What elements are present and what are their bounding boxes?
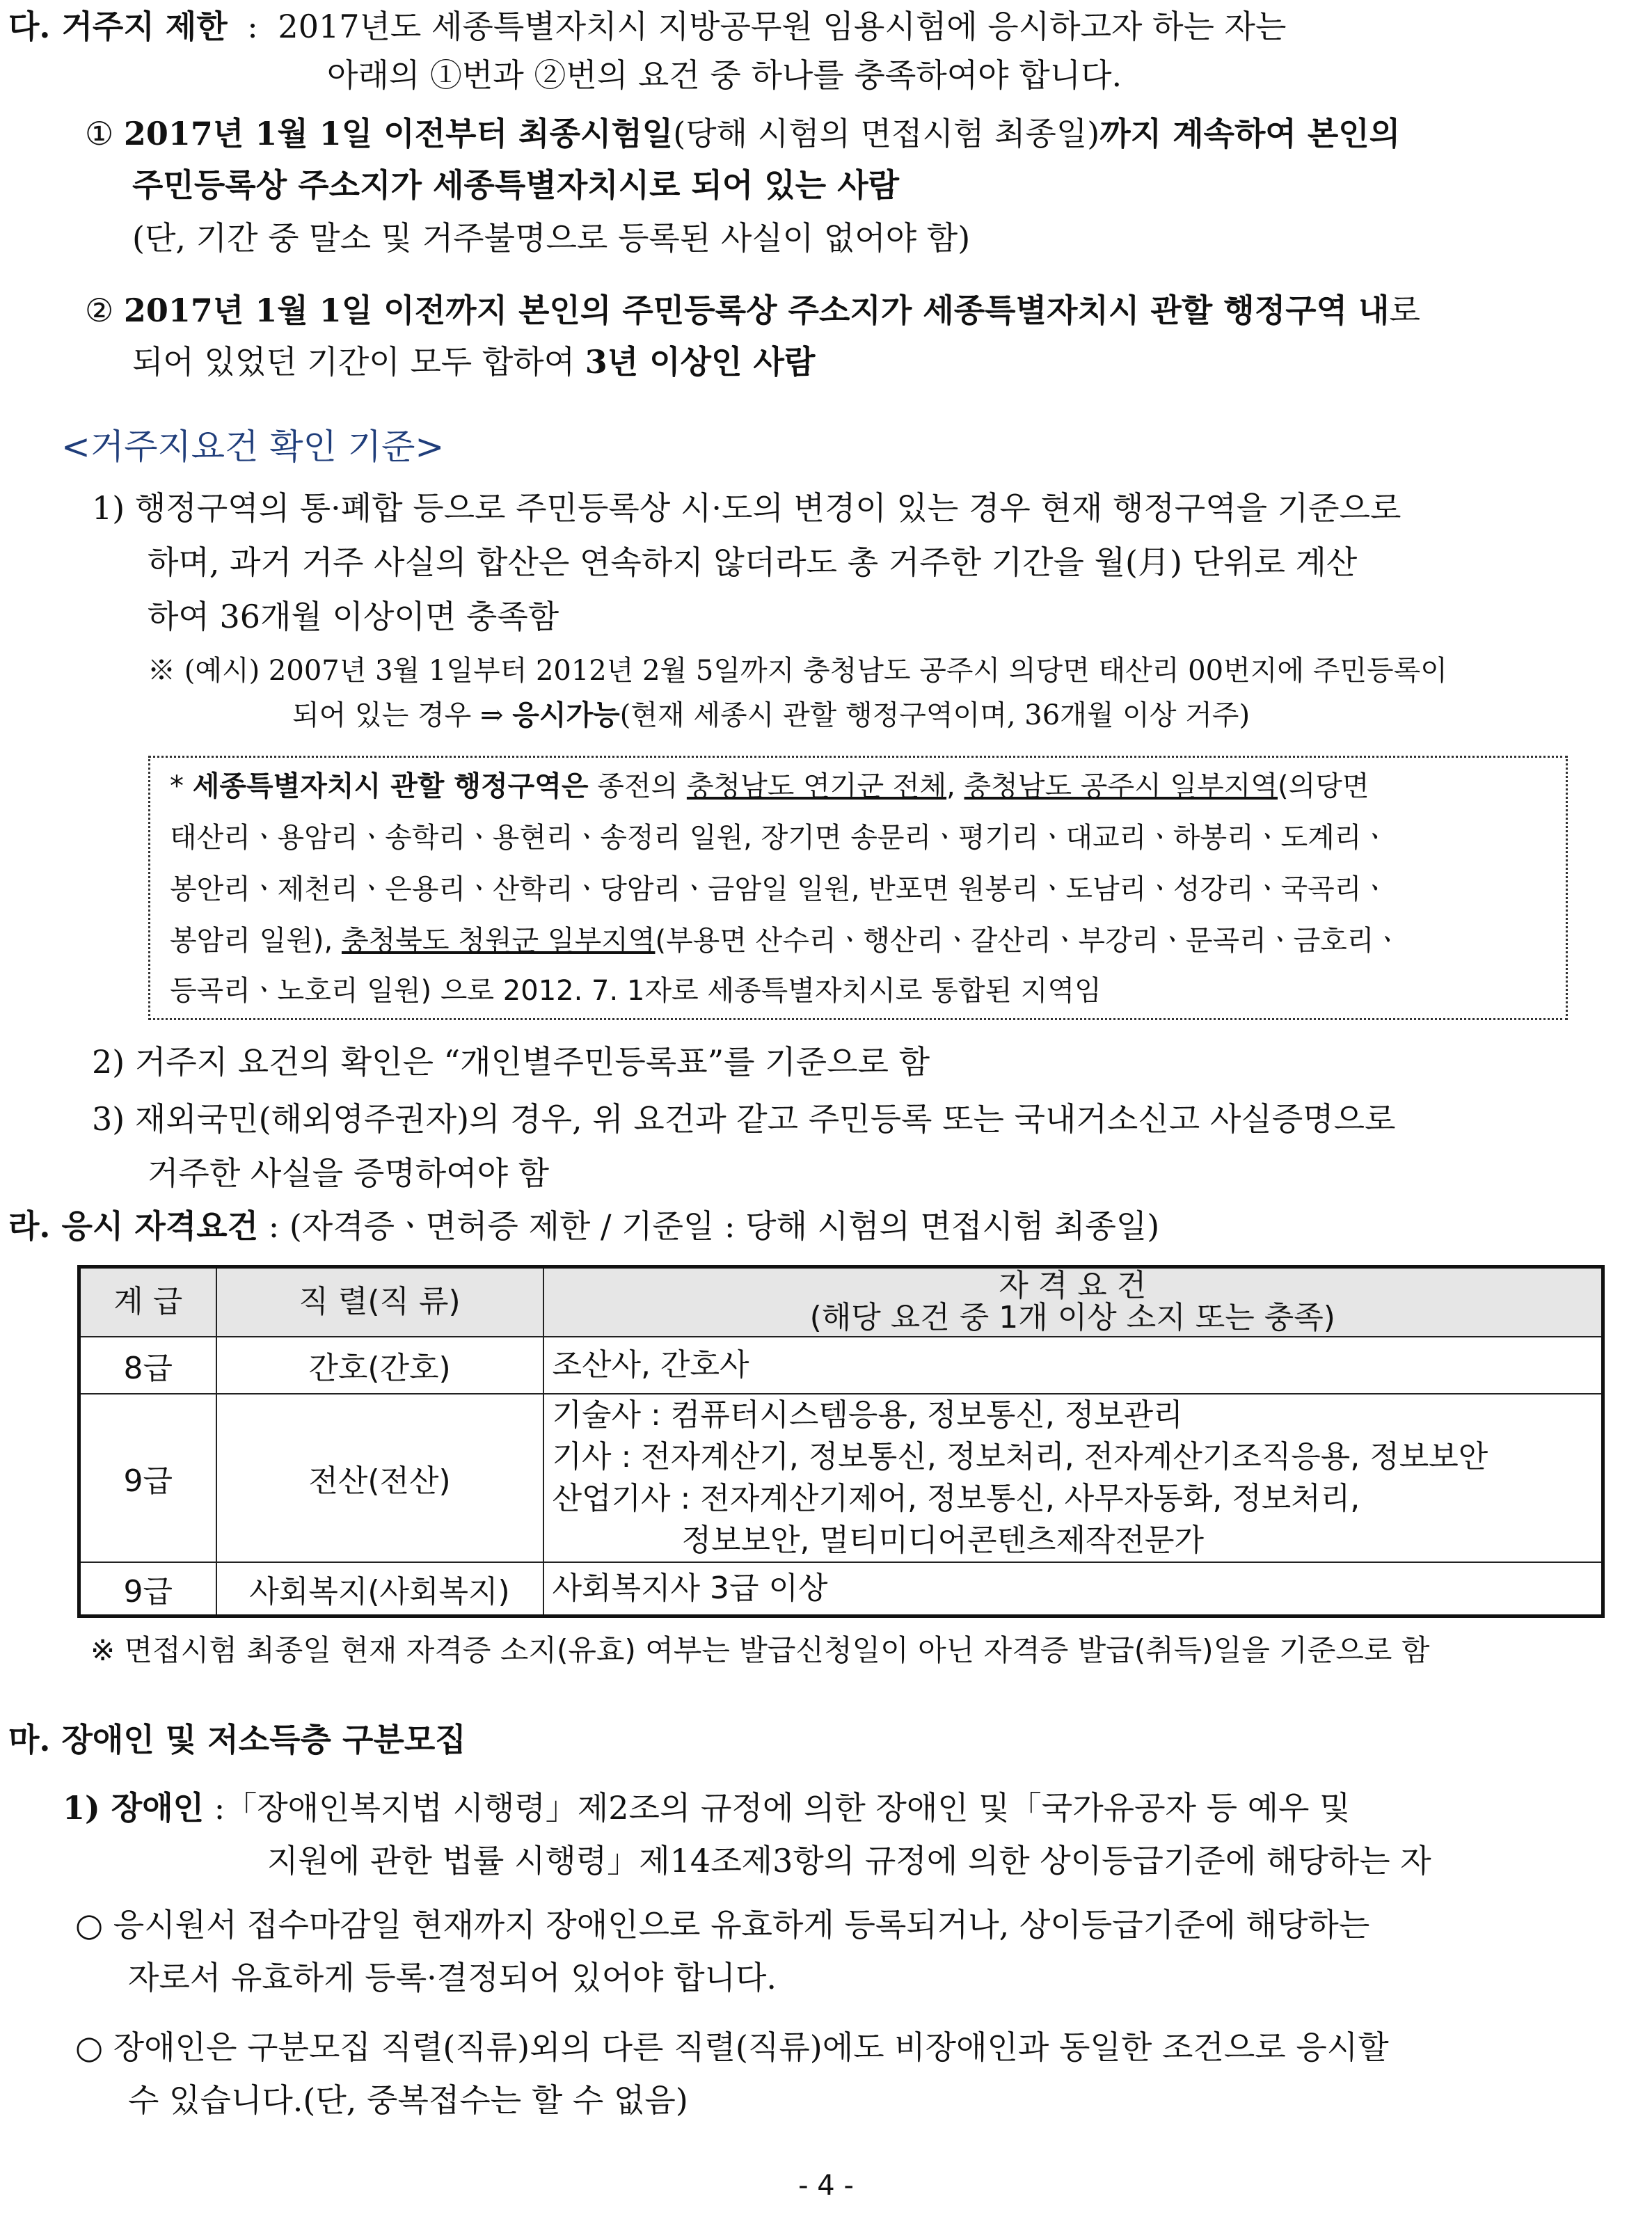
- header-series: 직 렬(직 류): [216, 1267, 543, 1337]
- qualification-table: [77, 1265, 1605, 1618]
- administrative-area-note-box: [148, 756, 1568, 1020]
- cell-requirement: 조산사, 간호사: [543, 1337, 1603, 1394]
- note-line4: 봉암리 일원), 충청북도 청원군 일부지역(부용면 산수리ㆍ행산리ㆍ갈산리ㆍ부강리ㆍ문곡리ㆍ금호리ㆍ: [170, 925, 1401, 957]
- section-da-item2-line1: ② 2017년 1월 1일 이전까지 본인의 주민등록상 주소지가 세종특별자치시 관할 행정구역 내로: [85, 292, 1420, 329]
- criteria-item3-line1: 3) 재외국민(해외영주권자)의 경우, 위 요건과 같고 주민등록 또는 국내거소신고 사실증명으로: [92, 1100, 1396, 1138]
- section-ma-item1-line1: 1) 장애인 :「장애인복지법 시행령」제2조의 규정에 의한 장애인 및「국가유공자 등 예우 및: [63, 1789, 1351, 1827]
- section-ra-heading: 라. 응시 자격요건: [8, 1207, 259, 1245]
- cell-grade: 8급: [79, 1337, 216, 1394]
- note-line3: 봉안리ㆍ제천리ㆍ은용리ㆍ산학리ㆍ당암리ㆍ금암일 일원, 반포면 원봉리ㆍ도남리ㆍ성강리ㆍ국곡리ㆍ: [170, 873, 1389, 905]
- cell-series: 사회복지(사회복지): [216, 1562, 543, 1616]
- section-da-text1: 2017년도 세종특별자치시 지방공무원 임용시험에 응시하고자 하는 자는: [278, 8, 1287, 45]
- cell-requirement: 기술사 : 컴퓨터시스템응용, 정보통신, 정보관리 기사 : 전자계산기, 정보통신, 정보처리, 전자계산기조직응용, 정보보안 산업기사 : 전자계산기제어, 정보통신, 사무자동화, 정보처리, 정보보안, 멀티미디어콘텐츠제작전문가: [543, 1394, 1603, 1562]
- table-header-row: [79, 1267, 1603, 1337]
- section-ma-bullet2-line1: ○ 장애인은 구분모집 직렬(직류)외의 다른 직렬(직류)에도 비장애인과 동일한 조건으로 응시할: [75, 2028, 1389, 2066]
- cell-requirement: 사회복지사 3급 이상: [543, 1562, 1603, 1616]
- cell-series: 간호(간호): [216, 1337, 543, 1394]
- cell-series: 전산(전산): [216, 1394, 543, 1562]
- section-da-item2-line2: 되어 있었던 기간이 모두 합하여 3년 이상인 사람: [132, 343, 816, 381]
- section-ma-bullet2-line2: 수 있습니다.(단, 중복접수는 할 수 없음): [128, 2081, 688, 2119]
- table-row: [79, 1394, 1603, 1562]
- section-da-item1-line1: ① 2017년 1월 1일 이전부터 최종시험일(당해 시험의 면접시험 최종일)까지 계속하여 본인의: [85, 115, 1401, 152]
- section-da-heading: 다. 거주지 제한: [8, 8, 228, 45]
- criteria-item2: 2) 거주지 요건의 확인은 “개인별주민등록표”를 기준으로 함: [92, 1043, 930, 1081]
- note-line1: * 세종특별자치시 관할 행정구역은 종전의 충청남도 연기군 전체, 충청남도 공주시 일부지역(의당면: [170, 770, 1369, 802]
- criteria-item1-line2: 하며, 과거 거주 사실의 합산은 연속하지 않더라도 총 거주한 기간을 월(月) 단위로 계산: [148, 543, 1358, 581]
- criteria-item3-line2: 거주한 사실을 증명하여야 함: [148, 1154, 550, 1192]
- note-line5: 등곡리ㆍ노호리 일원) 으로 2012. 7. 1자로 세종특별자치시로 통합된 지역임: [170, 975, 1102, 1007]
- section-da-item1-line2: 주민등록상 주소지가 세종특별자치시로 되어 있는 사람: [132, 166, 900, 204]
- cell-grade: 9급: [79, 1394, 216, 1562]
- table-row: [79, 1562, 1603, 1616]
- criteria-heading: <거주지요건 확인 기준>: [61, 427, 445, 467]
- section-ra-heading-line: 라. 응시 자격요건 : (자격증ㆍ면허증 제한 / 기준일 : 당해 시험의 면접시험 최종일): [8, 1207, 1160, 1245]
- section-da-line1: 다. 거주지 제한 : 2017년도 세종특별자치시 지방공무원 임용시험에 응시하고자 하는 자는: [8, 8, 1287, 45]
- section-da-item1-line3: (단, 기간 중 말소 및 거주불명으로 등록된 사실이 없어야 함): [132, 219, 971, 257]
- section-ma-item1-line2: 지원에 관한 법률 시행령」제14조제3항의 규정에 의한 상이등급기준에 해당하는 자: [267, 1842, 1431, 1880]
- section-ma-bullet1-line1: ○ 응시원서 접수마감일 현재까지 장애인으로 유효하게 등록되거나, 상이등급기준에 해당하는: [75, 1906, 1370, 1944]
- criteria-item1-line3: 하여 36개월 이상이면 충족함: [148, 598, 559, 635]
- section-ma-heading: 마. 장애인 및 저소득층 구분모집: [8, 1721, 466, 1758]
- section-da-text2: 아래의 ①번과 ②번의 요건 중 하나를 충족하여야 합니다.: [327, 56, 1122, 94]
- page-number: - 4 -: [798, 2170, 854, 2202]
- header-grade: 계 급: [79, 1267, 216, 1337]
- header-requirement: 자 격 요 건 (해당 요건 중 1개 이상 소지 또는 충족): [543, 1267, 1603, 1337]
- cell-grade: 9급: [79, 1562, 216, 1616]
- note-line2: 태산리ㆍ용암리ㆍ송학리ㆍ용현리ㆍ송정리 일원, 장기면 송문리ㆍ평기리ㆍ대교리ㆍ하봉리ㆍ도계리ㆍ: [170, 822, 1389, 854]
- section-ma-bullet1-line2: 자로서 유효하게 등록·결정되어 있어야 합니다.: [128, 1959, 777, 1996]
- criteria-example-line2: 되어 있는 경우 ⇒ 응시가능(현재 세종시 관할 행정구역이며, 36개월 이상 거주): [292, 699, 1250, 731]
- table-row: [79, 1337, 1603, 1394]
- criteria-item1-line1: 1) 행정구역의 통·폐합 등으로 주민등록상 시·도의 변경이 있는 경우 현재 행정구역을 기준으로: [92, 489, 1401, 527]
- criteria-example-line1: ※ (예시) 2007년 3월 1일부터 2012년 2월 5일까지 충청남도 공주시 의당면 태산리 00번지에 주민등록이: [148, 655, 1447, 687]
- section-ra-footnote: ※ 면접시험 최종일 현재 자격증 소지(유효) 여부는 발급신청일이 아닌 자격증 발급(취득)일을 기준으로 함: [90, 1633, 1430, 1667]
